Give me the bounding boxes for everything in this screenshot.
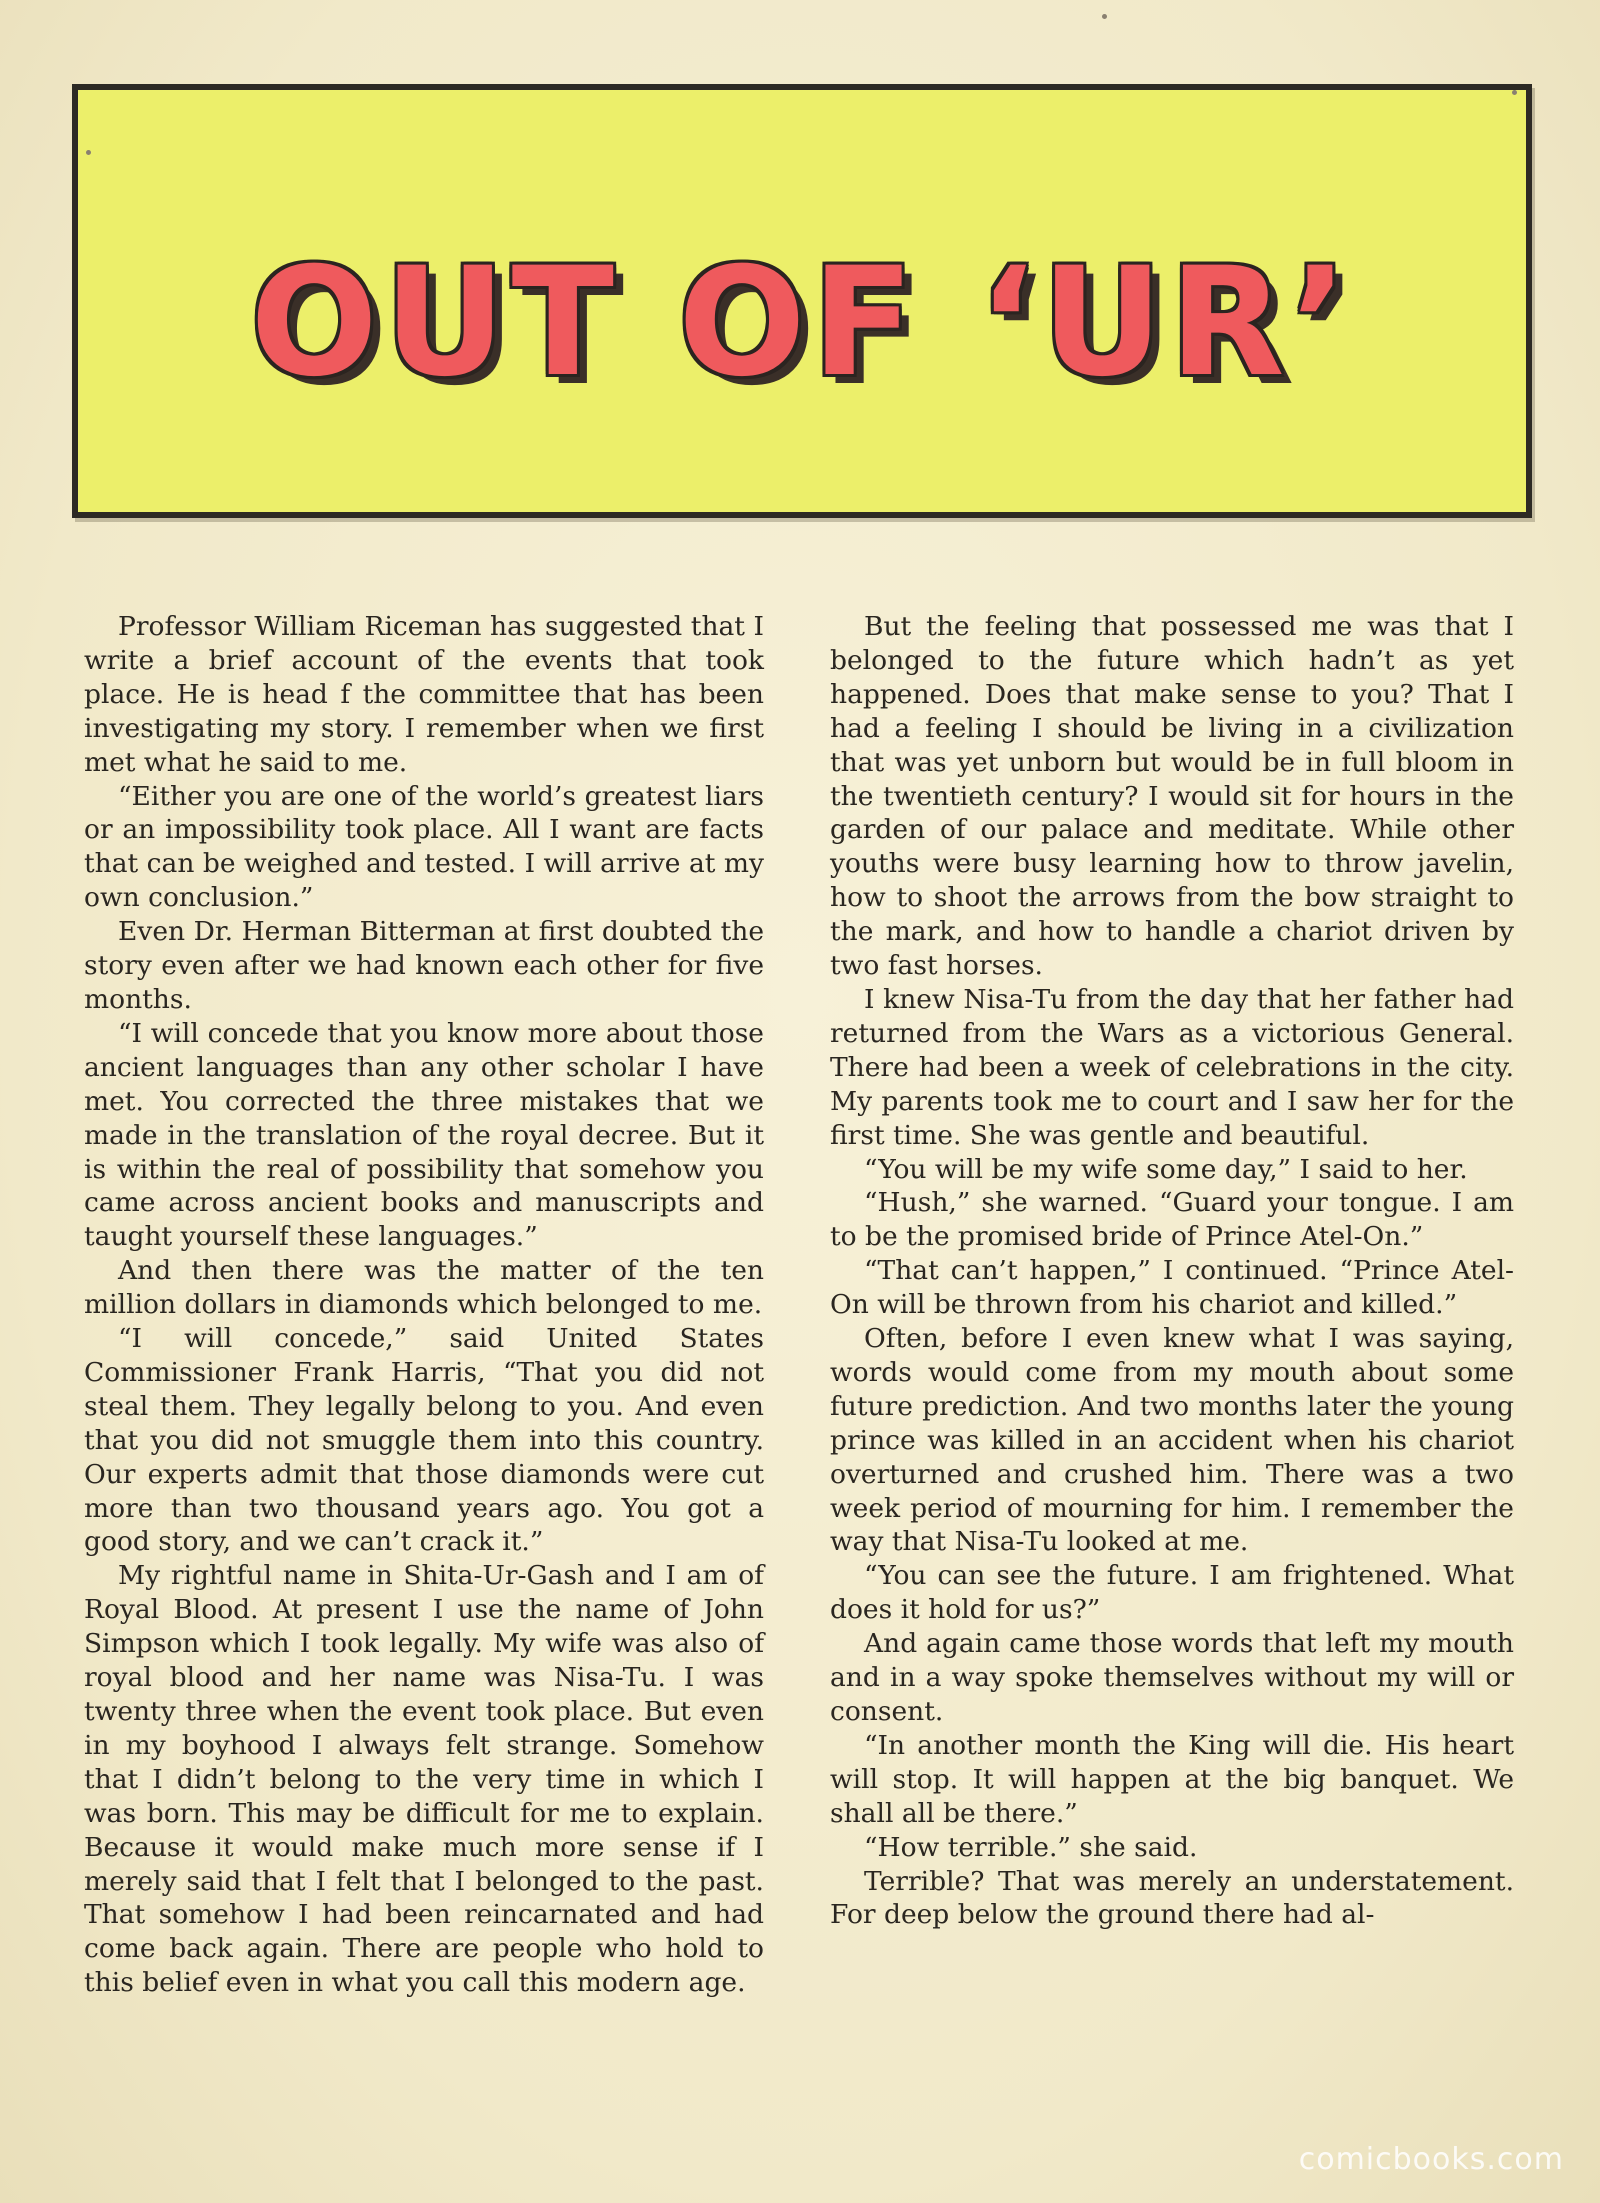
paragraph: My rightful name in Shita-Ur-Gash and I am of Royal Blood. At present I use the name of John Simpson which I took legally. My wife was also of royal blood and her name was Nisa-Tu. I was twenty three when the event took place. But even in my boyhood I always felt strange. Somehow that I didn’t belong to the very time in which I was born. This may be difficult for me to explain. Because it would make much more sense if I merely said that I felt that I belonged to the past. That somehow I had been reincarnated and had come back again. There are people who hold to this belief even in what you call this modern age.	[84, 1560, 764, 1999]
paragraph: “Either you are one of the world’s greatest liars or an impossibility took place. All I want are facts that can be weighed and tested. I will arrive at my own conclusion.”	[84, 780, 764, 914]
title-panel	[72, 84, 1532, 518]
paragraph: “You will be my wife some day,” I said to her.	[864, 1153, 1468, 1185]
right-text-column	[830, 610, 1514, 1932]
left-text-column	[84, 610, 764, 2000]
paragraph: “Hush,” she warned. “Guard your tongue. I am to be the promised bride of Prince Atel-On.”	[830, 1187, 1514, 1253]
paragraph: I knew Nisa-Tu from the day that her father had returned from the Wars as a victorious General. There had been a week of celebrations in the city. My parents took me to court and I saw her for the first time. She was gentle and beautiful.	[830, 983, 1514, 1151]
paragraph: Even Dr. Herman Bitterman at first doubted the story even after we had known each other for five months.	[84, 916, 764, 1015]
paper-speck	[1512, 90, 1517, 95]
watermark: comicbooks.com	[1298, 2142, 1564, 2177]
paragraph: “You can see the future. I am frightened. What does it hold for us?”	[830, 1560, 1514, 1626]
paragraph: “That can’t happen,” I continued. “Prince Atel-On will be thrown from his chariot and killed.”	[830, 1255, 1514, 1321]
paragraph: Terrible? That was merely an understatement. For deep below the ground there had al-	[830, 1865, 1514, 1931]
paragraph: Professor William Riceman has suggested that I write a brief account of the events that took place. He is head f the committee that has been investigating my story. I remember when we first met what he said to me.	[84, 611, 764, 778]
paragraph: And then there was the matter of the ten million dollars in diamonds which belonged to me.	[84, 1255, 764, 1321]
paragraph: And again came those words that left my mouth and in a way spoke themselves without my will or consent.	[830, 1628, 1514, 1727]
paragraph: “I will concede,” said United States Commissioner Frank Harris, “That you did not steal them. They legally belong to you. And even that you did not smuggle them into this country. Our experts admit that those diamonds were cut more than two thousand years ago. You got a good story, and we can’t crack it.”	[84, 1323, 764, 1558]
paper-speck	[1102, 14, 1107, 19]
paragraph: “In another month the King will die. His heart will stop. It will happen at the big banquet. We shall all be there.”	[830, 1729, 1514, 1829]
story-title: OUT OF ‘UR’	[250, 236, 1354, 410]
paragraph: “I will concede that you know more about those ancient languages than any other scholar I have met. You corrected the three mistakes that we made in the translation of the royal decree. But it is within the real of possibility that somehow you came across ancient books and manuscripts and taught yourself these languages.”	[84, 1017, 764, 1253]
paragraph: “How terrible.” she said.	[864, 1831, 1198, 1863]
paper-speck	[86, 150, 91, 155]
paragraph: But the feeling that possessed me was that I belonged to the future which hadn’t as yet happened. Does that make sense to you? That I had a feeling I should be living in a civilization that was yet unborn but would be in full bloom in the twentieth century? I would sit for hours in the garden of our palace and meditate. While other youths were busy learning how to throw javelin, how to shoot the arrows from the bow straight to the mark, and how to handle a chariot driven by two fast horses.	[830, 611, 1514, 982]
paragraph: Often, before I even knew what I was saying, words would come from my mouth about some future prediction. And two months later the young prince was killed in an accident when his chariot overturned and crushed him. There was a two week period of mourning for him. I remember the way that Nisa-Tu looked at me.	[830, 1323, 1514, 1558]
